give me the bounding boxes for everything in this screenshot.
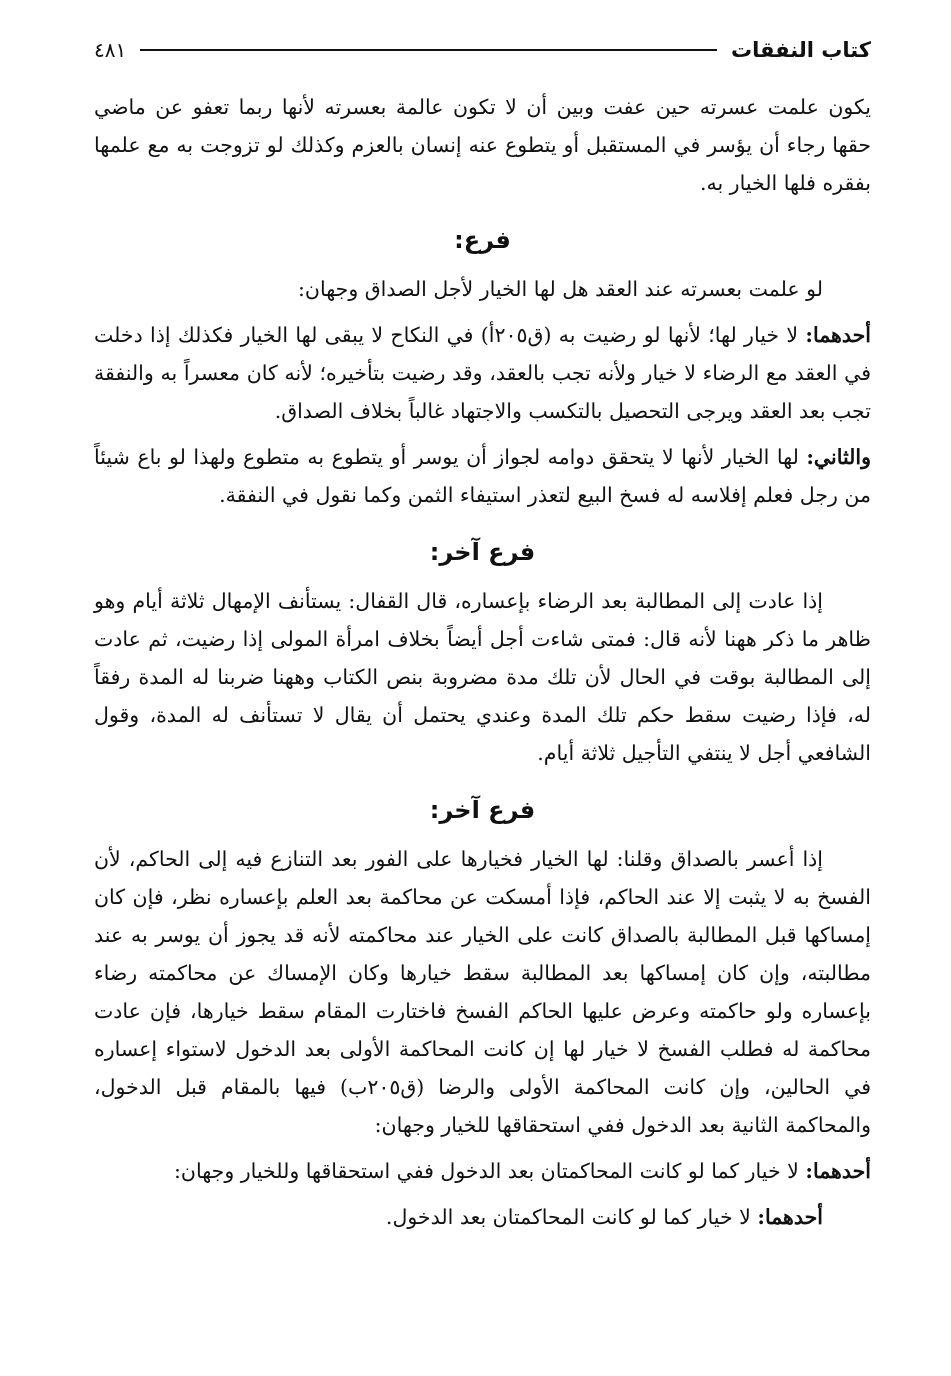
paragraph: إذا أعسر بالصداق وقلنا: لها الخيار فخيارها على الفور بعد التنازع فيه إلى الحاكم، لأن الفسخ به لا يثبت إلا عند الحاكم، فإذا أمسكت عن محاكمة بعد العلم بإعساره نظر، فإن كان إمساكها قبل المطالبة بالصداق كانت على الخيار عند محاكمته لأنه قد يجوز أن يوسر به عند مطالبته، وإن كان إمساكها بعد المطالبة سقط خيارها وكان الإمساك عن محاكمته رضاء بإعساره ولو حاكمته وعرض عليها الحاكم الفسخ فاختارت المقام سقط خيارها، فإن عادت محاكمة له فطلب الفسخ لا خيار لها إن كانت المحاكمة الأولى بعد الدخول لاستواء إعساره في الحالين، وإن كانت المحاكمة الأولى والرضا (ق٢٠٥ب) فيها بالمقام قبل الدخول، والمحاكمة الثانية بعد الدخول ففي استحقاقها للخيار وجهان: — [94, 847, 871, 1137]
paragraph-lead: أحدهما: — [757, 1205, 823, 1229]
section-heading: فرع آخر: — [429, 538, 536, 566]
paragraph — [94, 316, 871, 430]
paragraph-lead: والثاني: — [806, 445, 871, 469]
paragraph-text: لا خيار لها؛ لأنها لو رضيت به (ق٢٠٥أ) في النكاح لا يبقى لها الخيار فكذلك إذا دخلت في العقد مع الرضاء لا خيار ولأنه تجب بالعقد، وقد رضيت بتأخيره؛ لأنه كان معسراً به والنفقة تجب بعد العقد ويرجى التحصيل بالتكسب والاجتهاد غالباً بخلاف الصداق. — [94, 323, 871, 423]
section-heading: فرع آخر: — [429, 796, 536, 824]
paragraph-lead: أحدهما: — [805, 1159, 871, 1183]
section-heading: فرع: — [454, 226, 511, 254]
paragraph — [94, 438, 871, 514]
paragraph-text: لا خيار كما لو كانت المحاكمتان بعد الدخول ففي استحقاقها وللخيار وجهان: — [173, 1159, 806, 1183]
page-body — [94, 88, 871, 1244]
paragraph-text: لها الخيار لأنها لا يتحقق دوامه لجواز أن يوسر أو يتطوع به متطوع ولهذا لو باع شيئاً من رجل فعلم إفلاسه له فسخ البيع لتعذر استيفاء الثمن وكما نقول في النفقة. — [94, 445, 871, 507]
paragraph — [94, 1152, 871, 1190]
book-title: كتاب النفقات — [731, 38, 871, 62]
paragraph: إذا عادت إلى المطالبة بعد الرضاء بإعساره، قال القفال: يستأنف الإمهال ثلاثة أيام وهو ظاهر ما ذكر ههنا لأنه قال: فمتى شاءت أجل أيضاً بخلاف امرأة المولى إذا رضيت، ثم عادت إلى المطالبة بوقت في الحال لأن تلك مدة مضروبة بنص الكتاب وههنا ضربنا له المدة رفقاً له، فإذا رضيت سقط حكم تلك المدة وعندي يحتمل أن يقال لا تستأنف له المدة، وقول الشافعي أجل لا ينتفي التأجيل ثلاثة أيام. — [94, 589, 871, 765]
paragraph — [94, 1198, 871, 1236]
paragraph: لو علمت بعسرته عند العقد هل لها الخيار لأجل الصداق وجهان: — [297, 277, 823, 301]
paragraph-text: لا خيار كما لو كانت المحاكمتان بعد الدخول. — [385, 1205, 758, 1229]
paragraph-lead: أحدهما: — [805, 323, 871, 347]
running-header — [94, 30, 871, 70]
page-number: ٤٨١ — [94, 38, 127, 62]
paragraph-continuation: يكون علمت عسرته حين عفت وبين أن لا تكون عالمة بعسرته لأنها ربما تعفو عن ماضي حقها رجاء أن يؤسر في المستقبل أو يتطوع عنه إنسان بالعزم وكذلك لو تزوجت به مع علمها بفقره فلها الخيار به. — [94, 95, 871, 195]
header-rule — [140, 49, 717, 51]
